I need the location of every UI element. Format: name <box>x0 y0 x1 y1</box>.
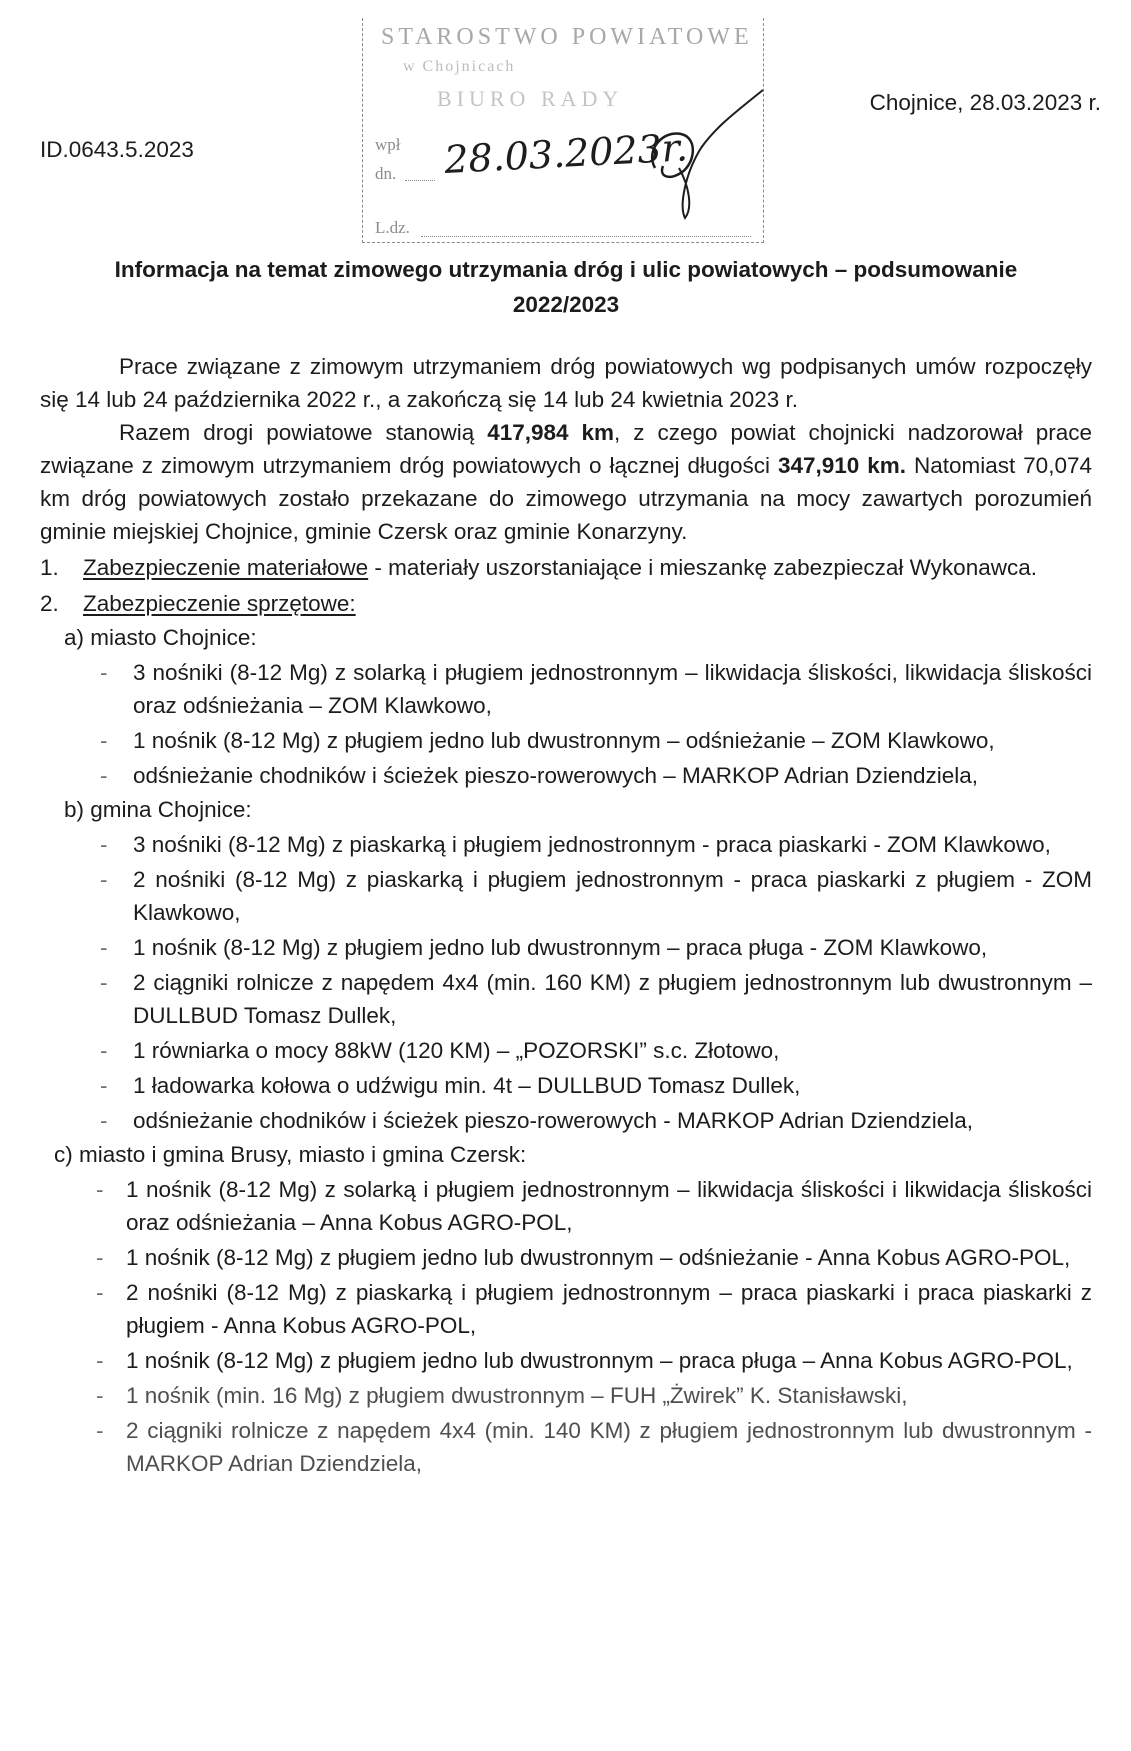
dash-bullet: - <box>100 728 108 753</box>
supervised-length: 347,910 km. <box>777 453 907 478</box>
list-item-text: 3 nośniki (8-12 Mg) z solarką i pługiem jednostronnym – likwidacja śliskości, likwidacja śliskości oraz odśnieżania – ZOM Klawkowo, <box>133 660 1092 718</box>
list-item <box>40 1344 1092 1377</box>
list-item-text: 2 ciągniki rolnicze z napędem 4x4 (min. 140 KM) z pługiem jednostronnym lub dwustronnym - MARKOP Adrian Dziendziela, <box>126 1418 1092 1476</box>
dash-bullet: - <box>100 1073 108 1098</box>
list-item <box>40 1276 1092 1342</box>
list-item-text: 1 nośnik (min. 16 Mg) z pługiem dwustronnym – FUH „Żwirek” K. Stanisławski, <box>126 1383 908 1408</box>
list-item-text: 1 nośnik (8-12 Mg) z solarką i pługiem jednostronnym – likwidacja śliskości i likwidacja śliskości oraz odśnieżania – Anna Kobus AGRO-POL, <box>126 1177 1092 1235</box>
list-item-text: 1 ładowarka kołowa o udźwigu min. 4t – DULLBUD Tomasz Dullek, <box>133 1073 801 1098</box>
list-item <box>40 1414 1092 1480</box>
document-title-year: 2022/2023 <box>512 292 620 317</box>
intro-paragraph: Prace związane z zimowym utrzymaniem dróg powiatowych wg podpisanych umów rozpoczęły się 14 lub 24 października 2022 r., a zakończą się 14 lub 24 kwietnia 2023 r. <box>40 354 1092 412</box>
section-heading: Zabezpieczenie materiałowe <box>83 555 369 580</box>
total-length: 417,984 km <box>487 420 615 445</box>
subsection-heading-c: c) miasto i gmina Brusy, miasto i gmina Czersk: <box>54 1142 527 1167</box>
dash-bullet: - <box>96 1280 104 1305</box>
dash-bullet: - <box>100 935 108 960</box>
stamp-label-ldz: L.dz. <box>375 218 410 237</box>
list-item <box>40 724 1092 757</box>
list-item-text: 3 nośniki (8-12 Mg) z piaskarką i pługiem jednostronnym - praca piaskarki - ZOM Klawkowo, <box>133 832 1051 857</box>
list-item-text: 2 nośniki (8-12 Mg) z piaskarką i pługiem jednostronnym – praca piaskarki i praca piaskarki z pługiem - Anna Kobus AGRO-POL, <box>126 1280 1092 1338</box>
dash-bullet: - <box>100 1108 108 1133</box>
text-span: , z czego powiat chojnicki nadzorował prace związane z zimowym utrzymaniem dróg powiatowych o łącznej długości <box>40 420 1092 478</box>
dash-bullet: - <box>100 763 108 788</box>
document-title: Informacja na temat zimowego utrzymania dróg i ulic powiatowych – podsumowanie <box>114 257 1018 282</box>
list-item-materials <box>40 551 1092 584</box>
dash-bullet: - <box>96 1418 104 1443</box>
handwritten-signature <box>363 18 783 242</box>
list-item <box>40 1069 1092 1102</box>
list-item-text: 1 równiarka o mocy 88kW (120 KM) – „POZORSKI” s.c. Złotowo, <box>133 1038 780 1063</box>
stamp-label-wpl: wpł <box>375 135 401 154</box>
dash-bullet: - <box>96 1177 104 1202</box>
list-item-equipment <box>40 587 1092 620</box>
list-item <box>40 1241 1092 1274</box>
list-item <box>40 759 1092 792</box>
stamp-office-dept: BIURO RADY <box>437 86 624 111</box>
handwritten-date: 28.03.2023r. <box>443 125 689 182</box>
document-body <box>40 350 1092 1480</box>
list-item-text: 1 nośnik (8-12 Mg) z pługiem jedno lub dwustronnym – praca pługa – Anna Kobus AGRO-POL, <box>126 1348 1073 1373</box>
text-span: - materiały uszorstaniające i mieszankę zabezpieczał Wykonawca. <box>368 555 1037 580</box>
dash-bullet: - <box>100 660 108 685</box>
section-heading: Zabezpieczenie sprzętowe: <box>83 591 356 616</box>
stamp-office-name: STAROSTWO POWIATOWE <box>381 24 753 50</box>
subsection-heading-b: b) gmina Chojnice: <box>64 797 252 822</box>
list-item-text: 2 nośniki (8-12 Mg) z piaskarką i pługiem jednostronnym - praca piaskarki z pługiem - ZOM Klawkowo, <box>133 867 1092 925</box>
list-text <box>83 551 1092 584</box>
lengths-paragraph <box>40 416 1092 548</box>
text-span: Natomiast 70,074 km dróg powiatowych zostało przekazane do zimowego utrzymania na mocy zawartych porozumień gminie miejskiej Chojnice, gminie Czersk oraz gminie Konarzyny. <box>40 453 1092 544</box>
list-item-text: odśnieżanie chodników i ścieżek pieszo-rowerowych – MARKOP Adrian Dziendziela, <box>133 763 978 788</box>
list-item <box>40 1104 1092 1137</box>
list-item-text: odśnieżanie chodników i ścieżek pieszo-rowerowych - MARKOP Adrian Dziendziela, <box>133 1108 973 1133</box>
list-number: 1. <box>40 555 59 580</box>
place-and-date: Chojnice, 28.03.2023 r. <box>869 90 1101 115</box>
list-item <box>40 828 1092 861</box>
list-item-text: 2 ciągniki rolnicze z napędem 4x4 (min. 160 KM) z pługiem jednostronnym lub dwustronnym – DULLBUD Tomasz Dullek, <box>133 970 1092 1028</box>
list-item <box>40 1034 1092 1067</box>
stamp-office-city: w Chojnicach <box>403 58 516 75</box>
text-span: Razem drogi powiatowe stanowią <box>119 420 488 445</box>
list-text <box>83 587 1092 620</box>
list-item <box>40 1379 1092 1412</box>
list-item <box>40 656 1092 722</box>
dash-bullet: - <box>96 1245 104 1270</box>
list-item-text: 1 nośnik (8-12 Mg) z pługiem jedno lub dwustronnym – odśnieżanie – ZOM Klawkowo, <box>133 728 995 753</box>
list-item-text: 1 nośnik (8-12 Mg) z pługiem jedno lub dwustronnym – odśnieżanie - Anna Kobus AGRO-POL, <box>126 1245 1071 1270</box>
list-item <box>40 863 1092 929</box>
dash-bullet: - <box>100 970 108 995</box>
dash-bullet: - <box>100 1038 108 1063</box>
receipt-stamp <box>362 18 764 243</box>
dash-bullet: - <box>96 1348 104 1373</box>
dash-bullet: - <box>100 832 108 857</box>
list-number: 2. <box>40 591 59 616</box>
dash-bullet: - <box>96 1383 104 1408</box>
list-item <box>40 966 1092 1032</box>
list-item <box>40 931 1092 964</box>
list-item <box>40 1173 1092 1239</box>
subsection-heading-a: a) miasto Chojnice: <box>64 625 257 650</box>
stamp-label-dn: dn. <box>375 164 397 183</box>
case-reference-number: ID.0643.5.2023 <box>40 137 194 162</box>
list-item-text: 1 nośnik (8-12 Mg) z pługiem jedno lub dwustronnym – praca pługa - ZOM Klawkowo, <box>133 935 988 960</box>
dash-bullet: - <box>100 867 108 892</box>
